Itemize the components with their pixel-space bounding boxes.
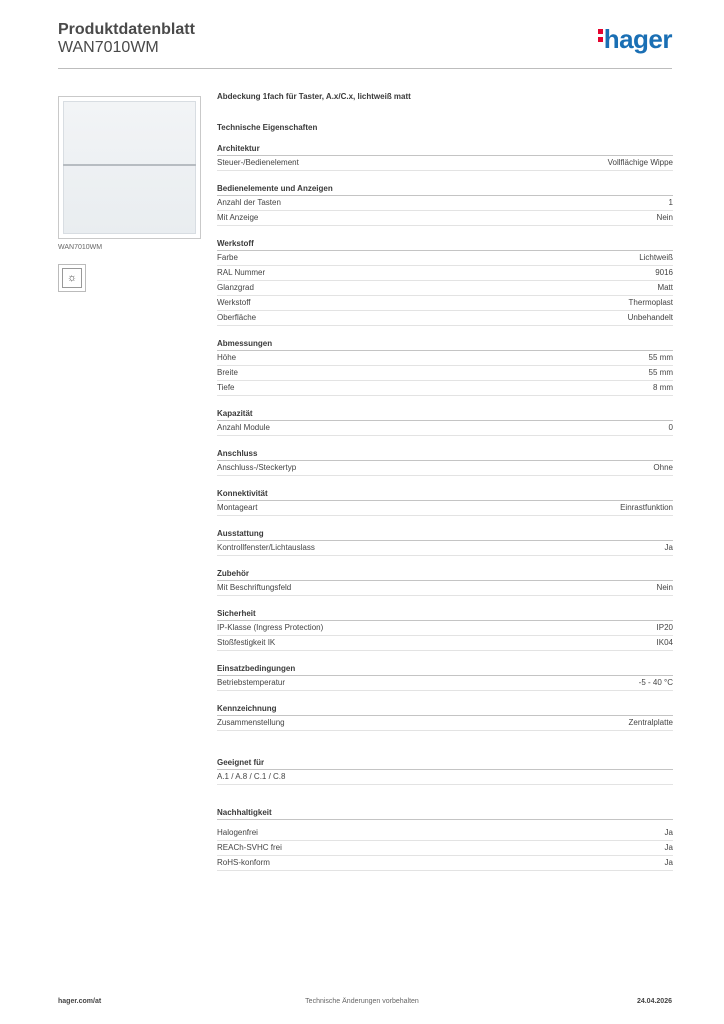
spec-label: Steuer-/Bedienelement (217, 158, 299, 167)
suitable-value: A.1 / A.8 / C.1 / C.8 (217, 772, 286, 781)
spec-value: 0 (668, 423, 673, 432)
spec-section (217, 396, 673, 436)
spec-row (217, 281, 673, 296)
section-title: Architektur (217, 141, 673, 156)
spec-value: 55 mm (648, 368, 673, 377)
image-caption: WAN7010WM (58, 244, 103, 251)
product-code: WAN7010WM (58, 39, 159, 56)
section-title: Bedienelemente und Anzeigen (217, 181, 673, 196)
section-title: Sicherheit (217, 606, 673, 621)
spec-value: 8 mm (653, 383, 673, 392)
spec-section (217, 326, 673, 396)
rocker-seam (63, 164, 196, 166)
suitable-title: Geeignet für (217, 755, 673, 770)
spec-value: Nein (656, 583, 673, 592)
spec-row (217, 716, 673, 731)
spec-section (217, 476, 673, 516)
spec-label: Betriebstemperatur (217, 678, 286, 687)
spec-value: Thermoplast (628, 298, 673, 307)
spec-section (217, 436, 673, 476)
spec-section (217, 135, 673, 171)
spec-row (217, 296, 673, 311)
properties-title: Technische Eigenschaften (217, 123, 318, 132)
spec-row (217, 621, 673, 636)
spec-label: Halogenfrei (217, 828, 258, 837)
logo-text: hager (603, 24, 672, 54)
spec-row (217, 501, 673, 516)
spec-row (217, 311, 673, 326)
spec-label: Breite (217, 368, 238, 377)
spec-label: Anzahl Module (217, 423, 270, 432)
spec-value: 55 mm (648, 353, 673, 362)
sustainability-title: Nachhaltigkeit (217, 805, 673, 820)
spec-label: Stoßfestigkeit IK (217, 638, 276, 647)
spec-label: Kontrollfenster/Lichtauslass (217, 543, 315, 552)
section-title: Kapazität (217, 406, 673, 421)
spec-sections (217, 135, 673, 731)
spec-label: Höhe (217, 353, 237, 362)
sustainability-row (217, 841, 673, 856)
header-divider (58, 68, 672, 69)
spec-value: Ohne (653, 463, 673, 472)
spec-value: Unbehandelt (627, 313, 673, 322)
footer-date: 24.04.2026 (636, 998, 672, 1005)
light-bulb-icon: ☼ (58, 264, 86, 292)
spec-label: Mit Anzeige (217, 213, 259, 222)
spec-value: Ja (664, 828, 673, 837)
product-image (58, 96, 201, 239)
sustainability-row (217, 826, 673, 841)
spec-row (217, 156, 673, 171)
suitable-row (217, 770, 673, 785)
section-title: Einsatzbedingungen (217, 661, 673, 676)
spec-section (217, 516, 673, 556)
footer-note: Technische Änderungen vorbehalten (305, 998, 419, 1005)
spec-value: Nein (656, 213, 673, 222)
section-title: Anschluss (217, 446, 673, 461)
cover-plate (63, 101, 196, 234)
spec-row (217, 351, 673, 366)
spec-row (217, 676, 673, 691)
sustainability-rows (217, 820, 673, 871)
spec-row (217, 541, 673, 556)
spec-label: Mit Beschriftungsfeld (217, 583, 292, 592)
spec-row (217, 381, 673, 396)
spec-label: Farbe (217, 253, 238, 262)
spec-value: Ja (664, 543, 673, 552)
spec-section (217, 226, 673, 326)
section-title: Konnektivität (217, 486, 673, 501)
spec-value: IK04 (656, 638, 673, 647)
page-title: Produktdatenblatt (58, 21, 195, 38)
spec-value: Matt (657, 283, 673, 292)
section-title: Zubehör (217, 566, 673, 581)
spec-section (217, 556, 673, 596)
spec-row (217, 366, 673, 381)
spec-label: Glanzgrad (217, 283, 254, 292)
spec-row (217, 461, 673, 476)
spec-value: Ja (664, 858, 673, 867)
spec-section (217, 651, 673, 691)
spec-content (217, 90, 673, 871)
spec-value: Lichtweiß (639, 253, 673, 262)
spec-row (217, 211, 673, 226)
spec-label: Anschluss-/Steckertyp (217, 463, 297, 472)
spec-value: -5 - 40 °C (638, 678, 673, 687)
section-title: Ausstattung (217, 526, 673, 541)
spec-value: Ja (664, 843, 673, 852)
spec-section (217, 596, 673, 651)
section-title: Abmessungen (217, 336, 673, 351)
spec-value: 9016 (655, 268, 673, 277)
spec-value: Vollflächige Wippe (607, 158, 673, 167)
spec-label: Anzahl der Tasten (217, 198, 281, 207)
spec-label: Montageart (217, 503, 258, 512)
spec-label: Oberfläche (217, 313, 257, 322)
logo-dots (598, 29, 603, 45)
spec-row (217, 636, 673, 651)
spec-row (217, 421, 673, 436)
spec-section (217, 171, 673, 226)
spec-row (217, 581, 673, 596)
spec-value: 1 (668, 198, 673, 207)
spec-value: Einrastfunktion (620, 503, 673, 512)
spec-label: REACh-SVHC frei (217, 843, 282, 852)
sustainability-row (217, 856, 673, 871)
spec-row (217, 196, 673, 211)
footer-website[interactable]: hager.com/at (58, 998, 102, 1005)
section-title: Werkstoff (217, 236, 673, 251)
section-title: Kennzeichnung (217, 701, 673, 716)
spec-row (217, 251, 673, 266)
spec-label: Zusammenstellung (217, 718, 285, 727)
spec-value: IP20 (656, 623, 673, 632)
spec-label: Tiefe (217, 383, 235, 392)
spec-section (217, 691, 673, 731)
spec-label: IP-Klasse (Ingress Protection) (217, 623, 324, 632)
spec-label: RAL Nummer (217, 268, 266, 277)
spec-label: RoHS-konform (217, 858, 270, 867)
spec-value: Zentralplatte (628, 718, 673, 727)
spec-label: Werkstoff (217, 298, 251, 307)
product-description: Abdeckung 1fach für Taster, A.x/C.x, lichtweiß matt (217, 92, 411, 101)
hager-logo (598, 26, 672, 52)
spec-row (217, 266, 673, 281)
